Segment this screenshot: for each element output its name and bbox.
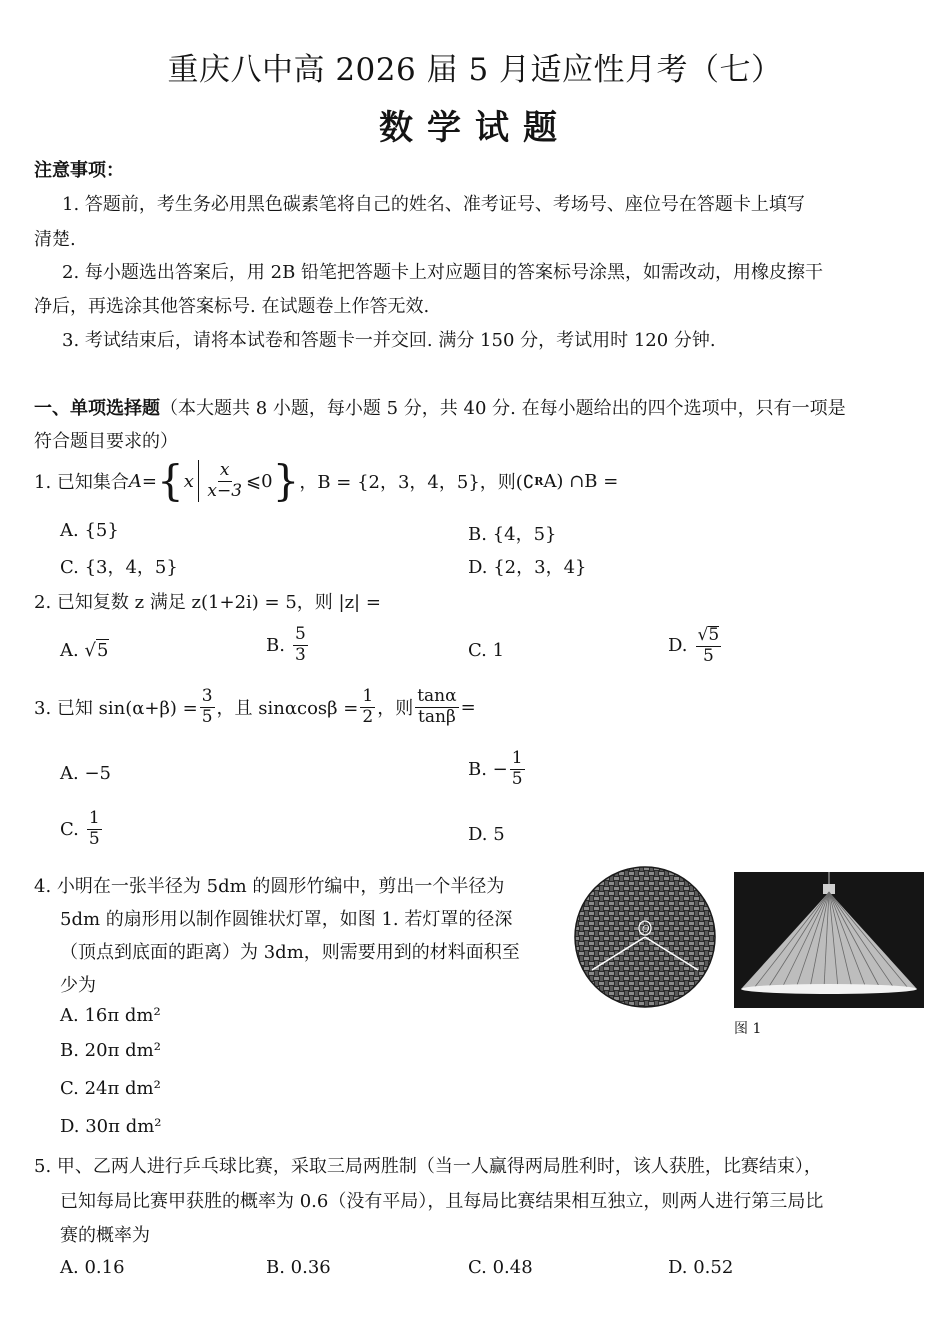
notes-item-1: 1. 答题前，考生务必用黑色碳素笔将自己的姓名、准考证号、考场号、座位号在答题卡上填写 xyxy=(62,194,805,215)
q3-option-b-label: B. − xyxy=(468,758,508,780)
notes-item-2: 2. 每小题选出答案后，用 2B 铅笔把答题卡上对应题目的答案标号涂黑，如需改动，用橡皮擦干 xyxy=(62,262,824,283)
q2-option-d-frac xyxy=(696,626,722,666)
q3-frac-2-den: 2 xyxy=(362,706,374,727)
q3-option-a: A. −5 xyxy=(60,763,111,784)
q1-right-brace: } xyxy=(272,456,300,505)
q4-option-c: C. 24π dm² xyxy=(60,1078,161,1099)
notes-item-3: 3. 考试结束后，请将本试卷和答题卡一并交回. 满分 150 分，考试用时 120 分钟. xyxy=(62,330,716,351)
q1-var-x: x xyxy=(183,470,194,492)
q3-option-c-frac xyxy=(87,810,102,849)
q3-frac-1 xyxy=(200,688,215,727)
q2-option-d-label: D. xyxy=(668,635,688,657)
q3-frac-3 xyxy=(415,688,458,727)
woven-disc-svg xyxy=(574,866,716,1008)
q3-stem-part2: ，且 sinαcosβ = xyxy=(216,698,359,720)
q1-option-b: B. {4，5} xyxy=(468,524,557,545)
q3-frac-1-num: 3 xyxy=(201,686,213,706)
q1-rest2: A) ∩B = xyxy=(543,470,619,492)
q2-option-b-label: B. xyxy=(266,634,285,656)
q5-line-3: 赛的概率为 xyxy=(60,1225,150,1246)
q2-option-b xyxy=(266,626,310,665)
q3-option-b-num: 1 xyxy=(511,748,523,768)
q3-option-c xyxy=(60,810,104,849)
q1-set-a: A xyxy=(128,470,142,492)
q4-line-4: 少为 xyxy=(60,975,96,996)
q2-option-a-sqrt: √5 xyxy=(84,640,109,661)
q2-option-a-label: A. xyxy=(60,640,79,661)
figure-caption: 图 1 xyxy=(734,1021,762,1037)
q3-stem-part4: = xyxy=(460,696,476,718)
q3-frac-3-num: tanα xyxy=(417,686,457,706)
q1-frac-denominator: x−3 xyxy=(207,480,243,501)
notes-heading: 注意事项： xyxy=(34,160,124,181)
q2-option-b-denominator: 3 xyxy=(294,644,306,665)
q3-option-c-den: 5 xyxy=(88,828,100,849)
section-desc-cont: 符合题目要求的） xyxy=(34,431,178,452)
q4-option-b: B. 20π dm² xyxy=(60,1040,161,1061)
q1-option-a: A. {5} xyxy=(60,520,119,541)
q3-stem-part1: 3. 已知 sin(α+β) = xyxy=(34,698,198,720)
q3-stem-part3: ，则 xyxy=(377,698,414,720)
disc-center-label: O xyxy=(642,924,650,935)
q4-option-a: A. 16π dm² xyxy=(60,1005,161,1026)
q2-option-a xyxy=(60,640,109,661)
q3-option-c-label: C. xyxy=(60,818,79,840)
q1-frac-numerator: x xyxy=(219,459,230,480)
q1-prefix: 1. 已知集合 xyxy=(34,472,129,493)
exam-subtitle: 数学试题 xyxy=(379,108,571,148)
q1-left-brace: { xyxy=(157,456,184,505)
notes-item-2-cont: 净后，再选涂其他答案标号. 在试题卷上作答无效. xyxy=(34,296,430,317)
q1-subscript-r: R xyxy=(534,474,544,488)
q5-line-1: 5. 甲、乙两人进行乒乓球比赛，采取三局两胜制（当一人赢得两局胜利时，该人获胜，比赛结束）， xyxy=(34,1156,822,1177)
q2-option-c: C. 1 xyxy=(468,640,505,661)
q3-option-b-frac xyxy=(510,750,525,789)
q2-option-d xyxy=(668,626,723,666)
q5-option-c: C. 0.48 xyxy=(468,1257,533,1278)
lampshade-svg xyxy=(734,872,924,1008)
q2-option-d-radicand: 5 xyxy=(708,625,720,645)
q2-option-a-radicand: 5 xyxy=(96,640,109,661)
q1-rest: ，B = {2，3，4，5}，则(∁ xyxy=(299,472,535,493)
q3-option-c-num: 1 xyxy=(88,808,100,828)
section-heading xyxy=(34,394,846,420)
q4-line-3: （顶点到底面的距离）为 3dm，则需要用到的材料面积至 xyxy=(60,942,520,963)
notes-item-1-cont: 清楚. xyxy=(34,229,76,250)
q1-set-bar xyxy=(198,460,200,502)
q3-option-d: D. 5 xyxy=(468,824,505,845)
question-1-stem xyxy=(34,456,619,505)
q4-line-1: 4. 小明在一张半径为 5dm 的圆形竹编中，剪出一个半径为 xyxy=(34,876,505,897)
q5-option-b: B. 0.36 xyxy=(266,1257,331,1278)
q3-frac-2-num: 1 xyxy=(362,686,374,706)
q2-option-d-numerator: √5 xyxy=(697,625,720,645)
q5-option-d: D. 0.52 xyxy=(668,1257,734,1278)
q2-option-b-numerator: 5 xyxy=(294,624,306,644)
q4-option-d: D. 30π dm² xyxy=(60,1116,162,1137)
q4-line-2: 5dm 的扇形用以制作圆锥状灯罩，如图 1. 若灯罩的径深 xyxy=(60,909,513,930)
q1-option-d: D. {2，3，4} xyxy=(468,557,587,578)
q3-frac-3-den: tanβ xyxy=(418,706,456,727)
q5-option-a: A. 0.16 xyxy=(60,1257,125,1278)
question-2-stem: 2. 已知复数 z 满足 z(1+2i) = 5，则 |z| = xyxy=(34,592,381,613)
q3-frac-1-den: 5 xyxy=(201,706,213,727)
q2-option-d-denominator: 5 xyxy=(702,645,714,666)
lampshade-photo xyxy=(734,872,924,1008)
q2-option-b-frac xyxy=(293,626,308,665)
q1-option-c: C. {3，4，5} xyxy=(60,557,178,578)
q1-le0: ⩽0 xyxy=(246,470,273,492)
section-desc: （本大题共 8 小题，每小题 5 分，共 40 分. 在每小题给出的四个选项中，只有一项是 xyxy=(160,398,846,419)
section-title: 一、单项选择题 xyxy=(34,398,160,419)
q3-option-b-den: 5 xyxy=(511,768,523,789)
exam-title: 重庆八中高 2026 届 5 月适应性月考（七） xyxy=(167,52,783,88)
q1-eq: = xyxy=(141,470,157,492)
question-3-stem xyxy=(34,688,476,727)
q3-option-b xyxy=(468,750,527,789)
q1-fraction xyxy=(205,459,244,501)
q5-line-2: 已知每局比赛甲获胜的概率为 0.6（没有平局），且每局比赛结果相互独立，则两人进行第三局比 xyxy=(60,1191,824,1212)
q3-frac-2 xyxy=(360,688,375,727)
woven-disc-figure xyxy=(574,866,716,1008)
